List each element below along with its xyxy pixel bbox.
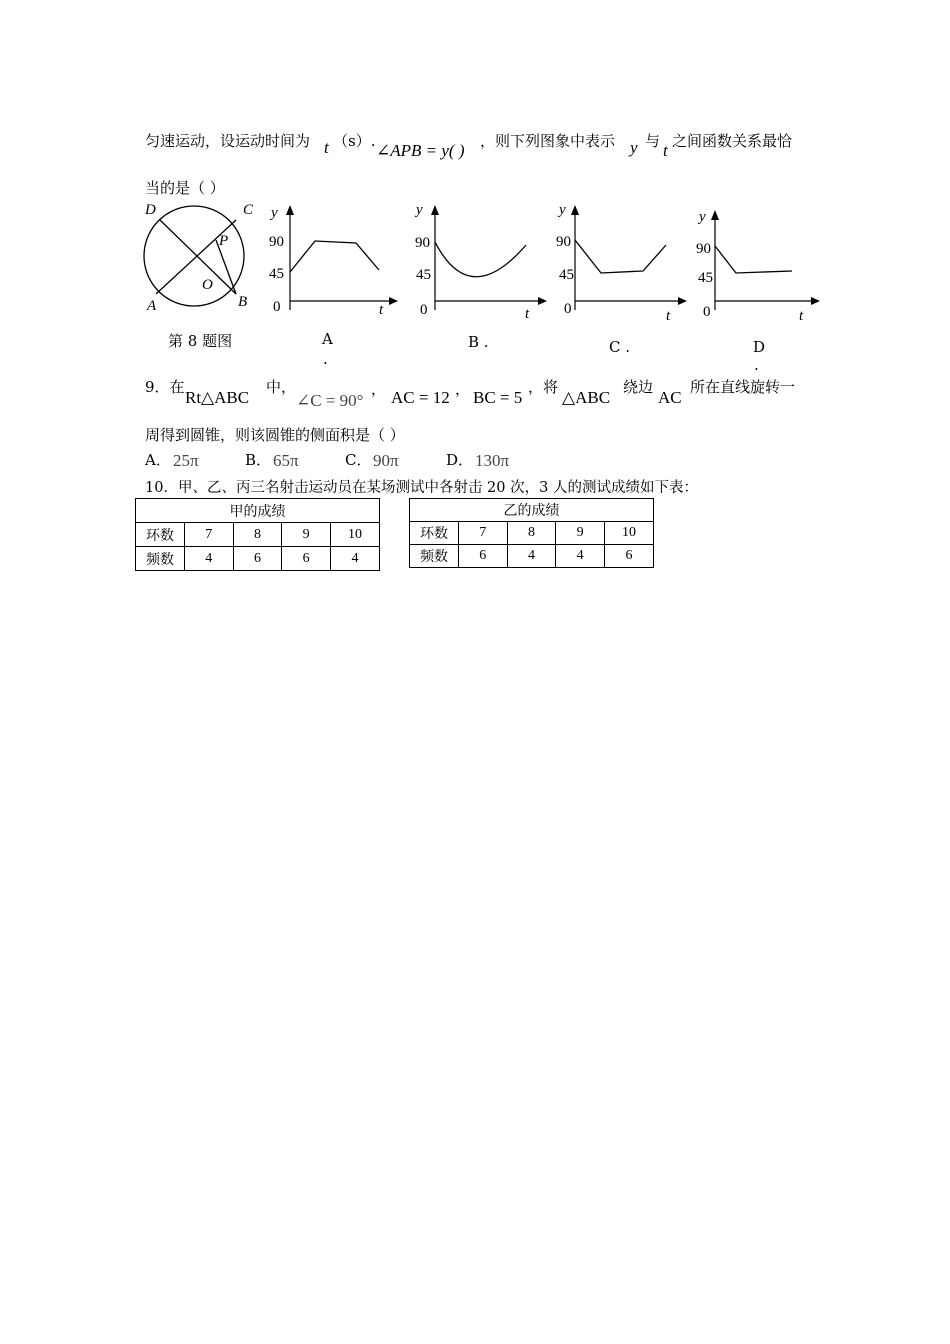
label-a: A xyxy=(147,298,157,314)
q8-circle-figure xyxy=(130,198,260,318)
graph-d-curve xyxy=(715,246,792,273)
table-row xyxy=(136,523,380,547)
graph-a-origin: 0 xyxy=(273,299,281,315)
q10-text: 10．甲、乙、丙三名射击运动员在某场测试中各射击 20 次，3 人的测试成绩如下表： xyxy=(145,480,698,496)
table-cell: 7 xyxy=(184,523,233,547)
table-cell: 4 xyxy=(184,547,233,571)
q9-ac: AC = 12 xyxy=(391,388,450,407)
option-b-label: B . xyxy=(468,333,489,351)
graph-d-origin: 0 xyxy=(703,304,711,320)
q9-bc: BC = 5 xyxy=(473,388,523,407)
option-a-dot: . xyxy=(323,350,328,368)
table-row xyxy=(410,545,654,568)
option-c-label: C . xyxy=(609,338,631,356)
graph-d-tick-90: 90 xyxy=(696,241,711,257)
q8-var-t: t xyxy=(324,138,329,157)
graph-a-curve xyxy=(290,241,379,272)
q8-text-pre: 匀速运动，设运动时间为 xyxy=(145,132,311,150)
graph-a xyxy=(265,198,405,323)
table-cell: 7 xyxy=(458,522,507,545)
table-cell: 10 xyxy=(331,523,380,547)
label-p: P xyxy=(219,233,229,249)
q8-angle-expr: ∠APB = y( ) xyxy=(376,141,465,160)
graph-c-curve xyxy=(575,240,666,273)
q9-option-d-label: D． xyxy=(446,451,474,469)
table-cell: 4 xyxy=(556,545,605,568)
table-cell: 10 xyxy=(605,522,654,545)
q9-option-a-value: 25π xyxy=(173,451,199,470)
q9-raobian: 绕边 xyxy=(623,378,654,396)
q9-option-d-value: 130π xyxy=(475,451,510,470)
option-d-dot: . xyxy=(754,356,759,374)
q9-triangle: △ABC xyxy=(562,388,611,407)
table-cell: 9 xyxy=(282,523,331,547)
label-b: B xyxy=(238,294,248,310)
q9-line2: 周得到圆锥，则该圆锥的侧面积是（ ） xyxy=(145,426,405,444)
graph-b-tick-45: 45 xyxy=(416,267,431,283)
graph-b-curve xyxy=(435,242,526,277)
q9-ac2: AC xyxy=(658,388,682,407)
table-cell: 8 xyxy=(233,523,282,547)
table-cell: 9 xyxy=(556,522,605,545)
table-jia-scores xyxy=(135,498,380,571)
table-jia-row2-label: 频数 xyxy=(136,547,185,571)
graph-a-tick-90: 90 xyxy=(269,234,284,250)
graph-c-origin: 0 xyxy=(564,301,572,317)
option-a-label: A xyxy=(322,330,333,348)
label-d: D xyxy=(145,202,156,218)
q9-comma2: ， xyxy=(455,380,471,398)
graph-c-t-label: t xyxy=(666,308,671,324)
q9-option-a-label: A． xyxy=(145,451,171,469)
graph-b-tick-90: 90 xyxy=(415,235,430,251)
q9-jiang: ，将 xyxy=(528,378,559,396)
option-d-label: D xyxy=(753,338,766,356)
q9-option-b-label: B． xyxy=(245,451,272,469)
q9-option-c-value: 90π xyxy=(373,451,399,470)
graph-b-y-label: y xyxy=(416,202,423,218)
graph-d xyxy=(693,198,828,323)
q8-figure-caption: 第 8 题图 xyxy=(168,332,233,350)
table-cell: 6 xyxy=(233,547,282,571)
q9-option-c-label: C． xyxy=(345,451,372,469)
table-cell: 6 xyxy=(605,545,654,568)
table-jia-row1-label: 环数 xyxy=(136,523,185,547)
graph-d-t-label: t xyxy=(799,308,804,324)
table-row xyxy=(410,522,654,545)
table-yi-scores xyxy=(409,498,654,568)
table-yi-title: 乙的成绩 xyxy=(410,499,654,522)
table-cell: 6 xyxy=(282,547,331,571)
table-jia-title: 甲的成绩 xyxy=(136,499,380,523)
graph-c-tick-45: 45 xyxy=(559,267,574,283)
table-yi-row1-label: 环数 xyxy=(410,522,459,545)
q9-zhong: 中， xyxy=(266,378,297,396)
q8-var-y: y xyxy=(630,138,638,157)
table-row xyxy=(136,547,380,571)
q8-var-t2: t xyxy=(663,141,668,160)
graph-c-y-label: y xyxy=(559,202,566,218)
graph-c-tick-90: 90 xyxy=(556,234,571,250)
table-cell: 6 xyxy=(458,545,507,568)
graph-b xyxy=(410,198,555,323)
graph-a-y-label: y xyxy=(271,205,278,221)
q8-unit: （s）. xyxy=(333,132,376,150)
label-o: O xyxy=(202,277,213,293)
graph-a-t-label: t xyxy=(379,302,384,318)
graph-d-y-label: y xyxy=(699,209,706,225)
graph-c xyxy=(553,198,698,323)
table-yi-row2-label: 频数 xyxy=(410,545,459,568)
q9-rt-triangle: Rt△ABC xyxy=(185,388,250,407)
q8-yu: 与 xyxy=(645,132,661,150)
q9-option-b-value: 65π xyxy=(273,451,299,470)
q8-line2: 当的是（ ） xyxy=(145,179,225,197)
table-cell: 4 xyxy=(507,545,556,568)
graph-b-origin: 0 xyxy=(420,302,428,318)
label-c: C xyxy=(243,202,254,218)
table-cell: 4 xyxy=(331,547,380,571)
table-cell: 8 xyxy=(507,522,556,545)
graph-a-tick-45: 45 xyxy=(269,266,284,282)
q8-text-post: 之间函数关系最恰 xyxy=(672,132,793,150)
q9-angle-c: ∠C = 90° xyxy=(296,391,364,410)
graph-d-tick-45: 45 xyxy=(698,270,713,286)
q8-text-mid: ，则下列图象中表示 xyxy=(480,132,616,150)
q9-num: 9．在 xyxy=(145,378,185,396)
q9-comma1: ， xyxy=(371,380,387,398)
graph-b-t-label: t xyxy=(525,306,530,322)
q9-tail: 所在直线旋转一 xyxy=(690,378,796,396)
